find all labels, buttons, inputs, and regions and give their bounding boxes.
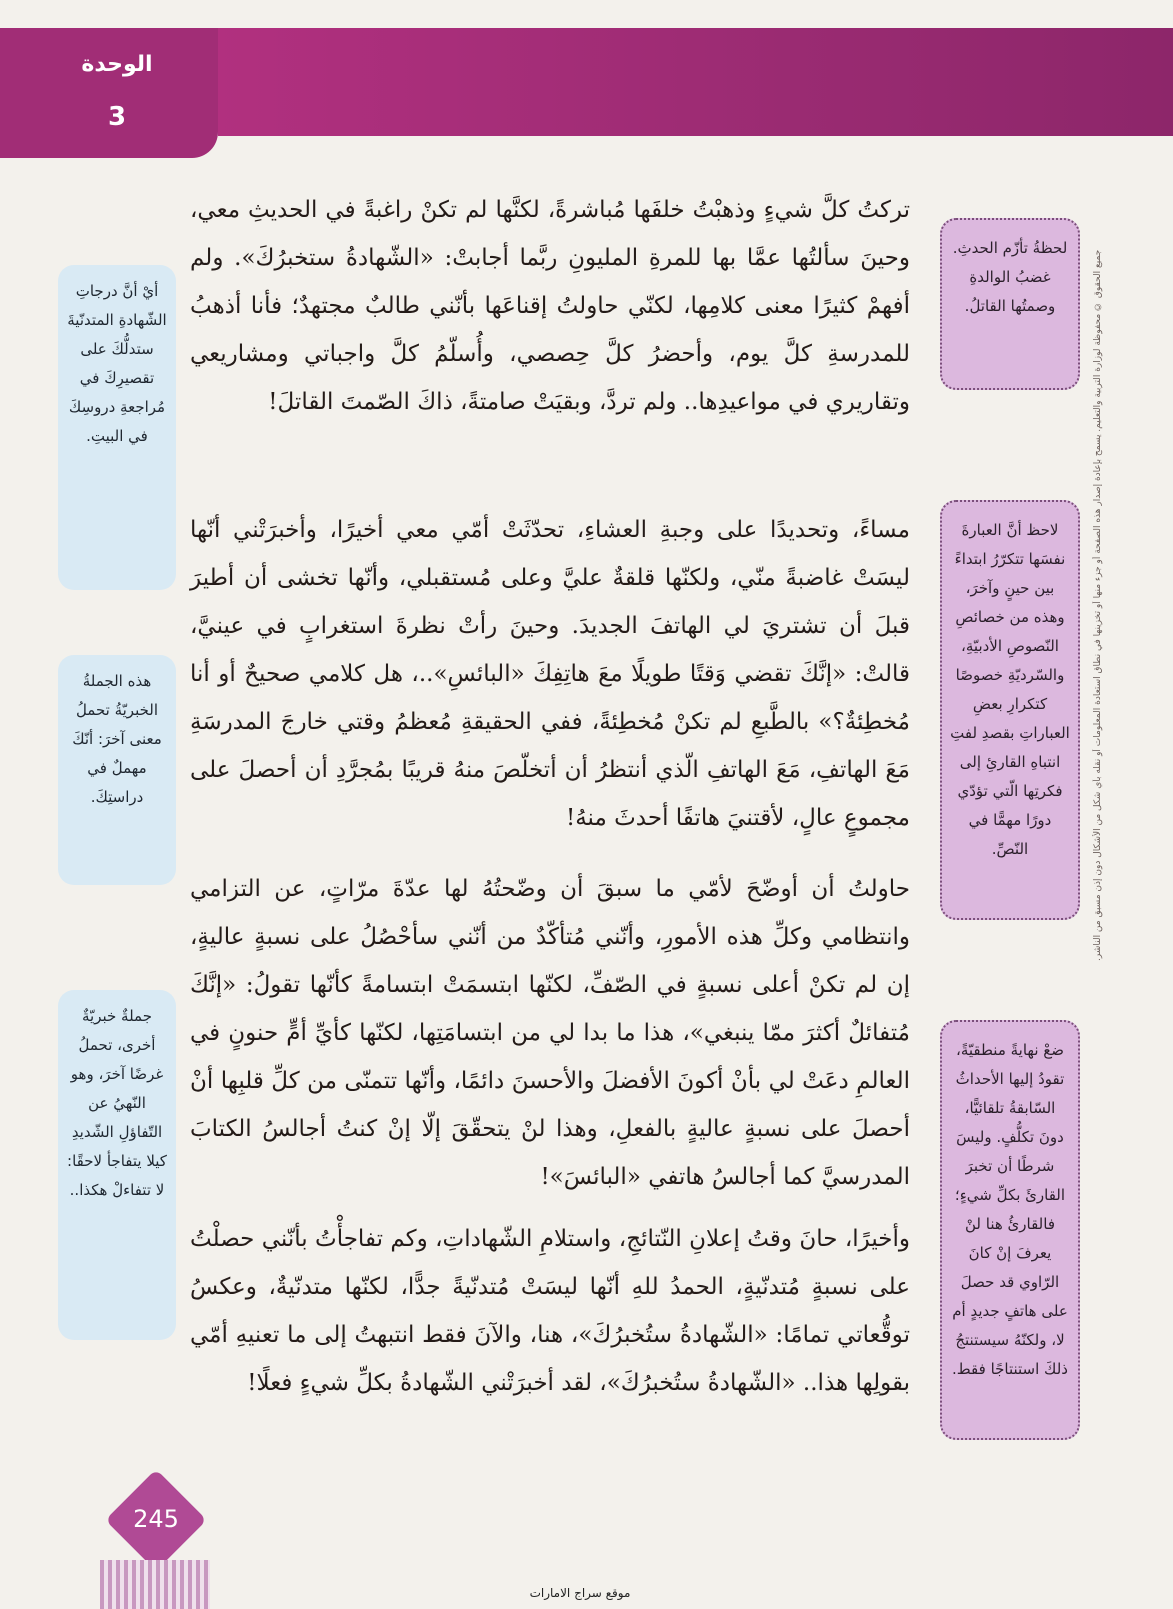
- body-paragraph: وأخيرًا، حانَ وقتُ إعلانِ النّتائجِ، واستلامِ الشّهاداتِ، وكم تفاجأْتُ بأنّني حصلْتُ على نسبةٍ مُتدنّيةٍ، الحمدُ للهِ أنّها ليسَتْ مُتدنّيةً جدًّا، لكنّها متدنّيةٌ، وعكسُ توقُّعاتي تمامًا: «الشّهادةُ ستُخبرُكَ»، هنا، والآنَ فقط انتبهتُ إلى ما تعنيهِ أمّي بقولِها هذا.. «الشّهادةُ ستُخبرُكَ»، لقد أخبرَتْني الشّهادةُ بكلِّ شيءٍ فعلًا!: [190, 1226, 910, 1396]
- copyright-strip: جميع الحقوق © محفوظة لوزارة التربية والتعليم. يسمح بإعادة إصدار هذه الصفحة أو جزء منها أو تخزينها في نطاق استعادة المعلومات أو نقله بأي شكل من الأشكال دون إذن مسبق من الناشر.: [1093, 250, 1103, 962]
- margin-note-right: لاحظ أنَّ العبارةَ نفسَها تتكرّرُ ابتداءً بين حينٍ وآخرَ، وهذه من خصائصِ النّصوصِ الأدبيّةِ، والسّرديّةِ خصوصًا كتكرارِ بعضِ العباراتِ بقصدِ لفتِ انتباهِ القارئِ إلى فكرتِها الّتي تؤدّي دورًا مهمًّا في النّصِّ.: [940, 500, 1080, 920]
- body-paragraph: حاولتُ أن أوضّحَ لأمّي ما سبقَ أن وضّحتُهُ لها عدّةَ مرّاتٍ، عن التزامي وانتظامي وكلِّ هذه الأمورِ، وأنّني مُتأكّدٌ من أنّني سأحْصُلُ على نسبةٍ عاليةٍ، إن لم تكنْ أعلى نسبةٍ في الصّفِّ، لكنّها ابتسمَتْ ابتسامةً كأنّها تقولُ: «إنَّكَ مُتفائلٌ أكثرَ ممّا ينبغي»، هذا ما بدا لي من ابتسامَتِها، لكنّها كأيِّ أمٍّ حنونٍ في العالمِ دعَتْ لي بأنْ أكونَ الأفضلَ والأحسنَ دائمًا، وأنّها تتمنّى من كلِّ قلبِها أنْ أحصلَ على نسبةٍ عاليةٍ بالفعلِ، وهذا لنْ يتحقّقَ إلّا إنْ كنتُ أجالسُ الكتابَ المدرسيَّ كما أجالسُ هاتفي «البائسَ»!: [190, 876, 910, 1190]
- decorative-pattern: [100, 1560, 210, 1609]
- unit-label: الوحدة: [81, 52, 153, 77]
- margin-note-left: هذه الجملةُ الخبريّةُ تحملُ معنى آخرَ: أنّكَ مهملٌ في دراستِكَ.: [58, 655, 176, 885]
- body-paragraph: مساءً، وتحديدًا على وجبةِ العشاءِ، تحدّثَتْ أمّي معي أخيرًا، وأخبرَتْني أنّها ليسَتْ غاضبةً منّي، ولكنّها قلقةٌ عليَّ وعلى مُستقبلي، وأنّها تخشى أن أطيرَ قبلَ أن تشتريَ لي الهاتفَ الجديدَ. وحينَ رأتْ نظرةَ استغرابٍ في عينيَّ، قالتْ: «إنَّكَ تقضي وَقتًا طويلًا معَ هاتِفِكَ «البائسِ»..، هل كلامي صحيحٌ أو أنا مُخطِئةٌ؟» بالطَّبعِ لم تكنْ مُخطِئةً، ففي الحقيقةِ مُعظمُ وقتي خارجَ المدرسَةِ مَعَ الهاتفِ، مَعَ الهاتفِ الّذي أنتظرُ أن أتخلّصَ منهُ قريبًا بمُجرَّدِ أن أحصلَ على مجموعٍ عالٍ، لأقتنيَ هاتفًا أحدثَ منهُ!: [190, 517, 910, 831]
- page-number: 245: [133, 1505, 179, 1533]
- unit-number: 3: [107, 102, 127, 132]
- footer-text: موقع سراج الامارات: [529, 1586, 631, 1600]
- margin-note-left: جملةٌ خبريّةٌ أخرى، تحملُ غرضًا آخرَ، وهو النّهيُ عن التّفاؤلِ الشّديدِ كيلا يتفاجأ لاحقًا: لا تتفاءلْ هكذا..: [58, 990, 176, 1340]
- body-paragraph: تركتُ كلَّ شيءٍ وذهبْتُ خلفَها مُباشرةً، لكنَّها لم تكنْ راغبةً في الحديثِ معي، وحينَ سألتُها عمَّا بها للمرةِ المليونِ ربَّما أجابتْ: «الشّهادةُ ستخبرُكَ». ولم أفهمْ كثيرًا معنى كلامِها، لكنّي حاولتُ إقناعَها بأنّني طالبٌ مجتهدٌ؛ فأنا أذهبُ للمدرسةِ كلَّ يوم، وأحضرُ كلَّ حِصصي، وأُسلّمُ كلَّ واجباتي ومشاريعي وتقاريري في مواعيدِها.. ولم تردَّ، وبقيَتْ صامتةً، ذاكَ الصّمتَ القاتلَ!: [190, 197, 910, 415]
- margin-note-right: ضعْ نهايةً منطقيّةً، تقودُ إليها الأحداثُ السّابقةُ تلقائيًّا، دونَ تكلُّفٍ. وليسَ شرطًا أن تخبرَ القارئَ بكلِّ شيءٍ؛ فالقارئُ هنا لنْ يعرفَ إنْ كانَ الرّاوي قد حصلَ على هاتفٍ جديدٍ أم لا، ولكنّهُ سيستنتجُ ذلكَ استنتاجًا فقط.: [940, 1020, 1080, 1440]
- margin-note-right: لحظةُ تأزّم الحدثِ. غضبُ الوالدةِ وصمتُها القاتلُ.: [940, 218, 1080, 390]
- header-band: [218, 28, 1173, 136]
- unit-tab: [0, 28, 218, 158]
- margin-note-left: أيْ أنَّ درجاتِ الشّهادةِ المتدنّيةَ ستدلُّكَ على تقصيرِكَ في مُراجعةِ دروسِكَ في البيتِ.: [58, 265, 176, 590]
